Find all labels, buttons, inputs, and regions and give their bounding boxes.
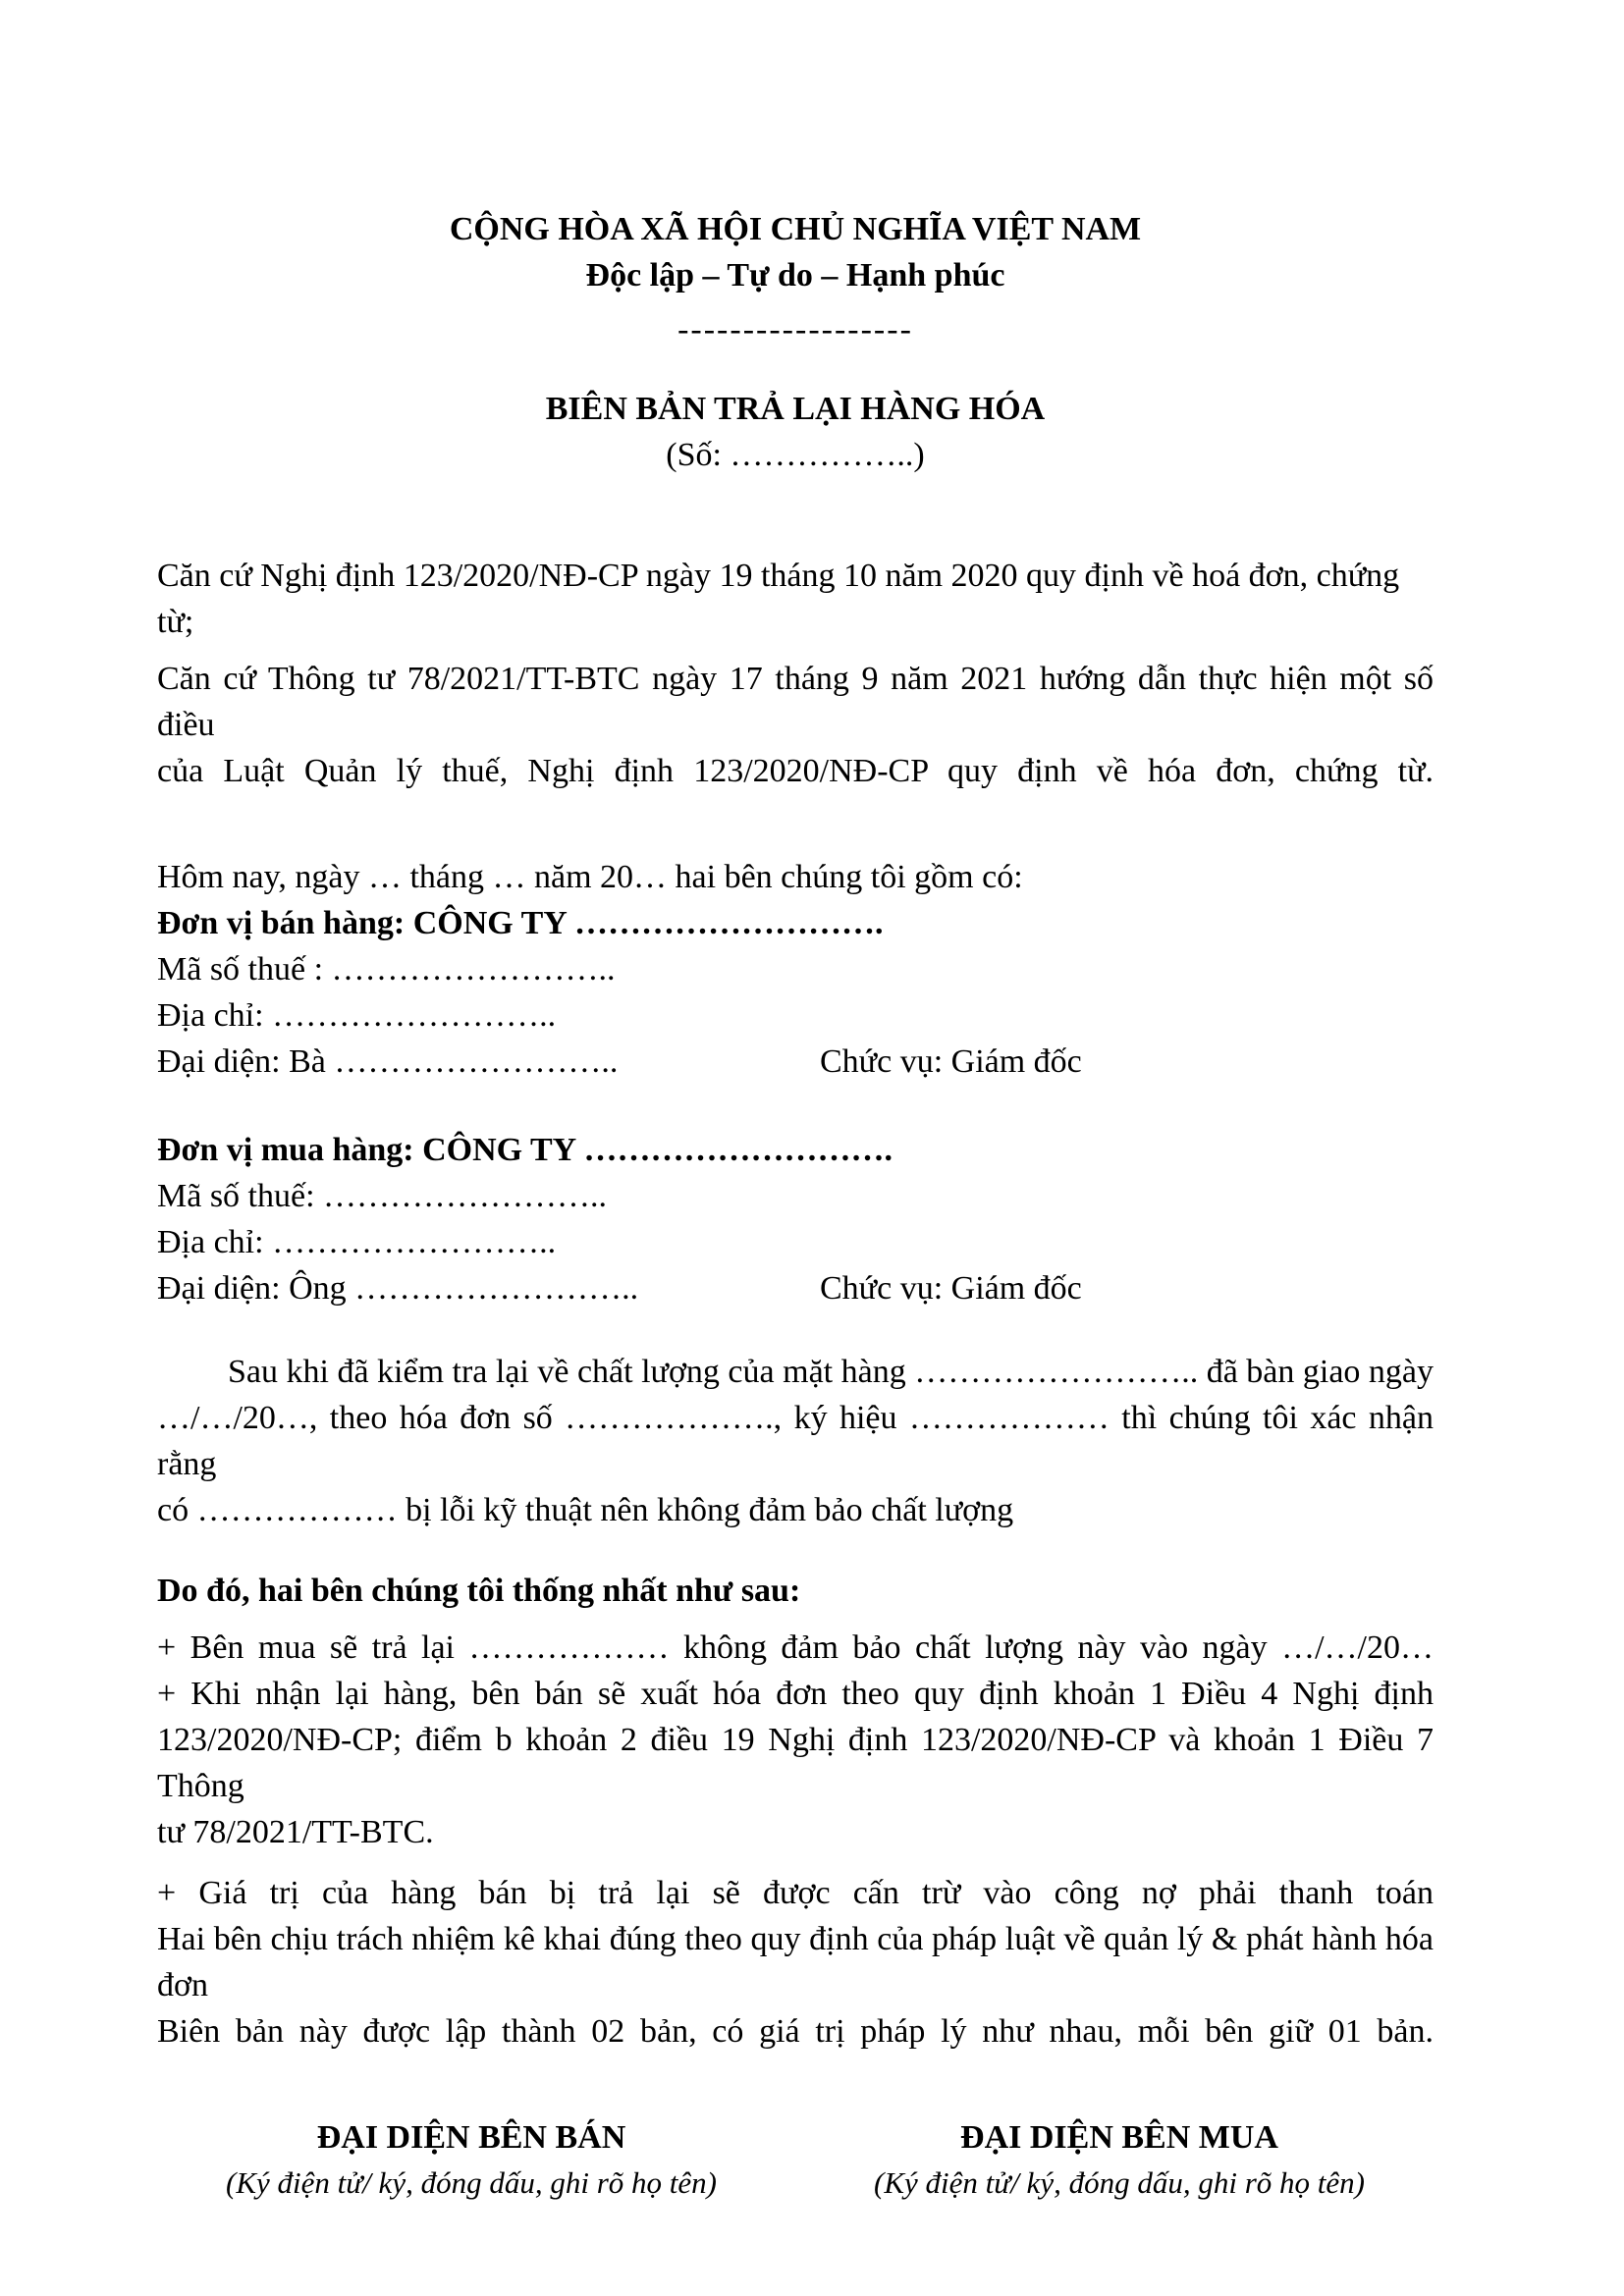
term-2-line-2: 123/2020/NĐ-CP; điểm b khoản 2 điều 19 Nghị định 123/2020/NĐ-CP và khoản 1 Điều 7 Thông	[157, 1722, 1434, 1804]
seller-tax-code-line: Mã số thuế : ……………………..	[157, 951, 616, 988]
buyer-signature-note: (Ký điện tử/ ký, đóng dấu, ghi rõ họ tên)	[874, 2165, 1365, 2200]
legal-basis-paragraph-2-line-1: Căn cứ Thông tư 78/2021/TT-BTC ngày 17 tháng 9 năm 2021 hướng dẫn thực hiện một số điều	[157, 661, 1434, 743]
legal-basis-paragraph-2-line-2: của Luật Quản lý thuế, Nghị định 123/2020/NĐ-CP quy định về hóa đơn, chứng từ.	[157, 753, 1434, 789]
doc-number-line: (Số: ……………..)	[666, 437, 925, 473]
seller-signature-note: (Ký điện tử/ ký, đóng dấu, ghi rõ họ tên)	[226, 2165, 717, 2200]
agreement-heading: Do đó, hai bên chúng tôi thống nhất như sau:	[157, 1573, 801, 1609]
buyer-tax-code-line: Mã số thuế: ……………………..	[157, 1178, 608, 1214]
buyer-signature-title: ĐẠI DIỆN BÊN MUA	[960, 2119, 1278, 2156]
inspection-line-2: …/…/20…, theo hóa đơn số ………………., ký hiệu ……………… thì chúng tôi xác nhận rằng	[157, 1400, 1434, 1482]
header-separator: ------------------	[677, 311, 913, 347]
inspection-line-3: có ……………… bị lỗi kỹ thuật nên không đảm bảo chất lượng	[157, 1492, 1014, 1528]
term-3-line-2: Hai bên chịu trách nhiệm kê khai đúng theo quy định của pháp luật về quản lý & phát hành hóa	[157, 1921, 1434, 1957]
buyer-position: Chức vụ: Giám đốc	[820, 1270, 1082, 1307]
term-2-line-3: tư 78/2021/TT-BTC.	[157, 1814, 434, 1850]
buyer-name-line: Đơn vị mua hàng: CÔNG TY ……………………….	[157, 1132, 893, 1168]
seller-address-line: Địa chỉ: ……………………..	[157, 997, 557, 1034]
inspection-line-1: Sau khi đã kiểm tra lại về chất lượng của mặt hàng …………………….. đã bàn giao ngày	[228, 1354, 1435, 1390]
opening-line: Hôm nay, ngày … tháng … năm 20… hai bên chúng tôi gồm có:	[157, 859, 1023, 895]
term-3-line-1: + Giá trị của hàng bán bị trả lại sẽ được cấn trừ vào công nợ phải thanh toán	[157, 1875, 1434, 1911]
seller-representative-name: Đại diện: Bà ……………………..	[157, 1043, 619, 1080]
term-1-line: + Bên mua sẽ trả lại ……………… không đảm bảo chất lượng này vào ngày …/…/20…	[157, 1629, 1434, 1666]
term-2-line-1: + Khi nhận lại hàng, bên bán sẽ xuất hóa đơn theo quy định khoản 1 Điều 4 Nghị định	[157, 1676, 1434, 1712]
copies-line: Biên bản này được lập thành 02 bản, có giá trị pháp lý như nhau, mỗi bên giữ 01 bản.	[157, 2013, 1434, 2050]
legal-basis-paragraph-1: Căn cứ Nghị định 123/2020/NĐ-CP ngày 19 tháng 10 năm 2020 quy định về hoá đơn, chứng từ;	[157, 558, 1400, 640]
buyer-address-line: Địa chỉ: ……………………..	[157, 1224, 557, 1260]
buyer-representative-name: Đại diện: Ông ……………………..	[157, 1270, 639, 1307]
buyer-signature-block	[805, 2114, 1434, 2205]
seller-representative-line	[157, 1039, 1434, 1085]
term-3-line-3: đơn	[157, 1967, 208, 2003]
seller-signature-title: ĐẠI DIỆN BÊN BÁN	[316, 2119, 626, 2156]
seller-signature-block	[157, 2114, 785, 2205]
national-motto-line: Độc lập – Tự do – Hạnh phúc	[585, 257, 1005, 294]
buyer-representative-line	[157, 1265, 1434, 1311]
seller-position: Chức vụ: Giám đốc	[820, 1043, 1082, 1080]
doc-title: BIÊN BẢN TRẢ LẠI HÀNG HÓA	[545, 391, 1046, 427]
seller-name-line: Đơn vị bán hàng: CÔNG TY ……………………….	[157, 905, 884, 941]
national-header-line1: CỘNG HÒA XÃ HỘI CHỦ NGHĨA VIỆT NAM	[449, 211, 1142, 247]
signature-section	[157, 2114, 1434, 2205]
